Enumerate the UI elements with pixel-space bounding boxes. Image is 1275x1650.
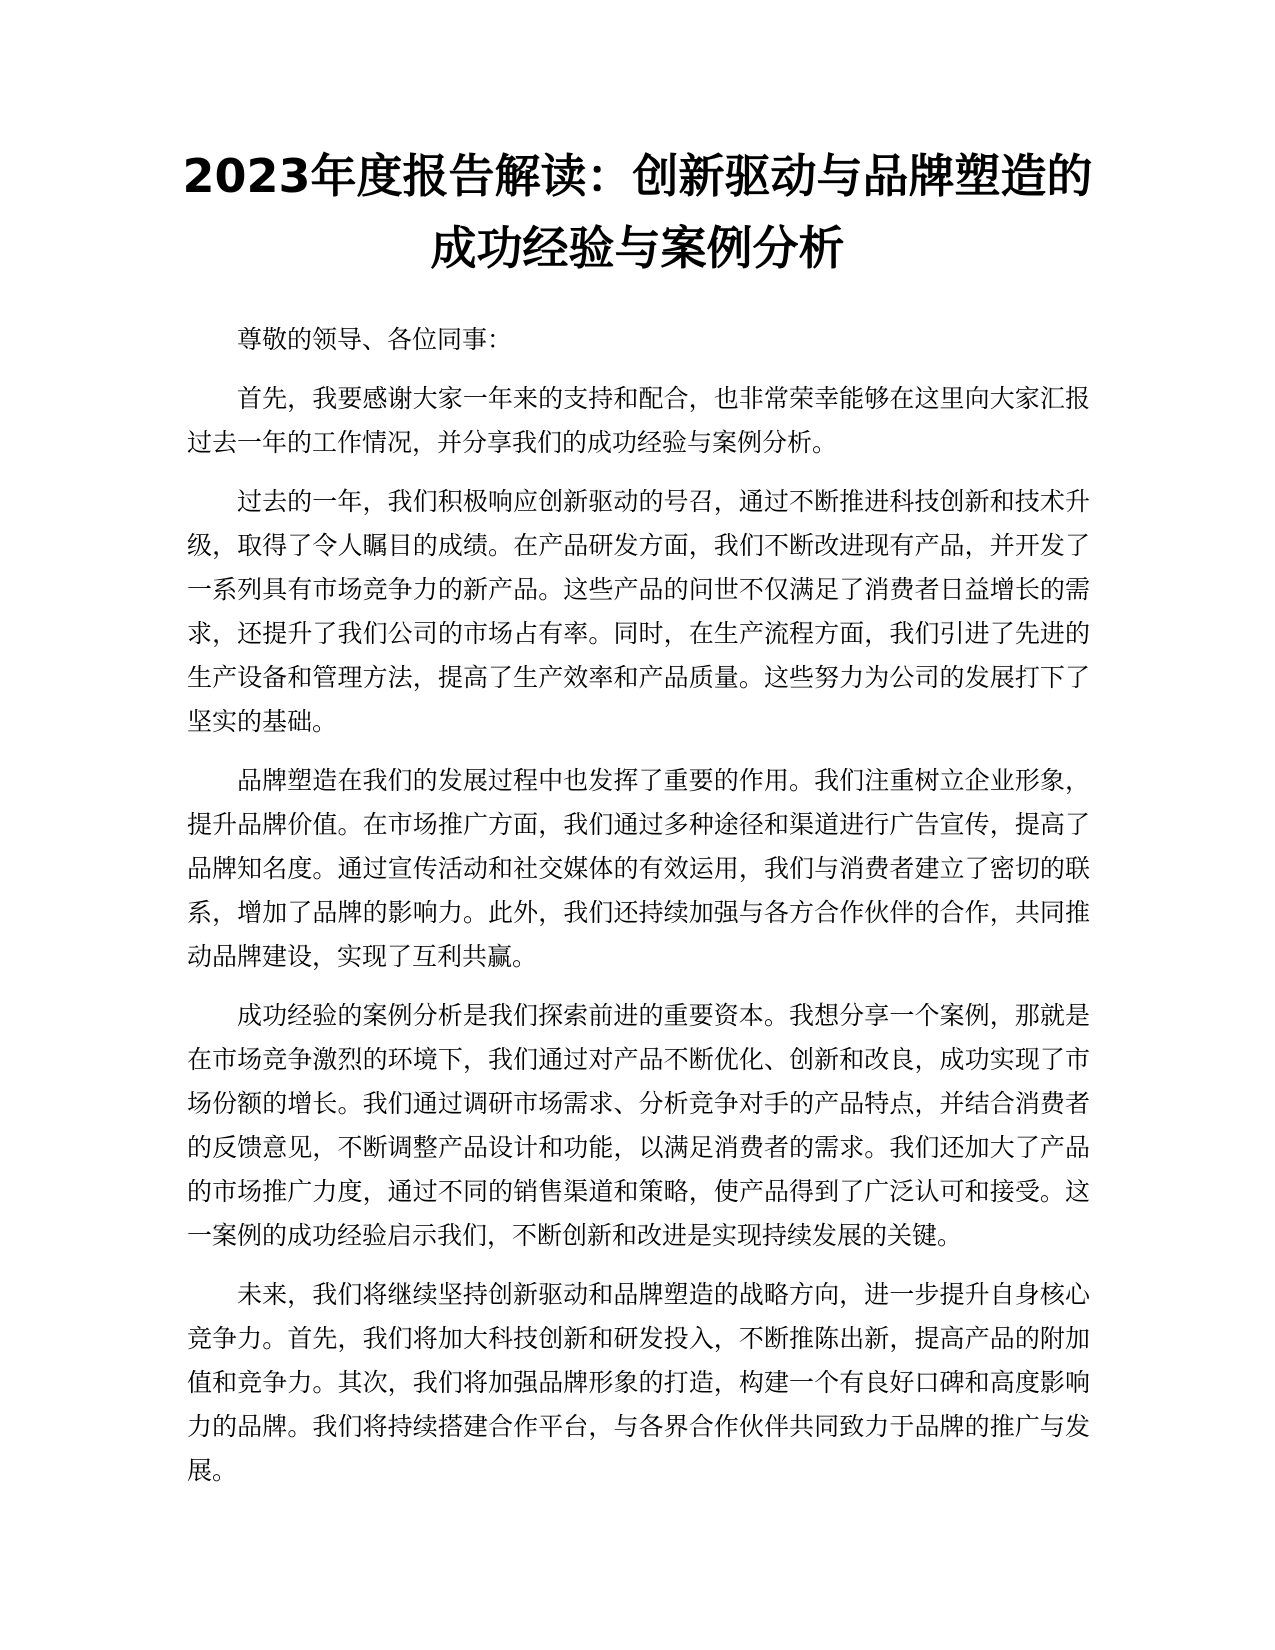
paragraph-future: 未来，我们将继续坚持创新驱动和品牌塑造的战略方向，进一步提升自身核心竞争力。首先，我们将加大科技创新和研发投入，不断推陈出新，提高产品的附加值和竞争力。其次，我们将加强品牌形象的打造，构建一个有良好口碑和高度影响力的品牌。我们将持续搭建合作平台，与各界合作伙伴共同致力于品牌的推广与发展。 — [187, 1280, 1090, 1485]
document-body — [187, 318, 1090, 1508]
paragraph-branding: 品牌塑造在我们的发展过程中也发挥了重要的作用。我们注重树立企业形象，提升品牌价值。在市场推广方面，我们通过多种途径和渠道进行广告宣传，提高了品牌知名度。通过宣传活动和社交媒体的有效运用，我们与消费者建立了密切的联系，增加了品牌的影响力。此外，我们还持续加强与各方合作伙伴的合作，共同推动品牌建设，实现了互利共赢。 — [187, 766, 1090, 971]
document-title — [130, 140, 1145, 284]
paragraph-innovation: 过去的一年，我们积极响应创新驱动的号召，通过不断推进科技创新和技术升级，取得了令人瞩目的成绩。在产品研发方面，我们不断改进现有产品，并开发了一系列具有市场竞争力的新产品。这些产品的问世不仅满足了消费者日益增长的需求，还提升了我们公司的市场占有率。同时，在生产流程方面，我们引进了先进的生产设备和管理方法，提高了生产效率和产品质量。这些努力为公司的发展打下了坚实的基础。 — [187, 487, 1090, 736]
title-line-1: 2023年度报告解读：创新驱动与品牌塑造的 — [182, 149, 1093, 203]
paragraph-intro: 首先，我要感谢大家一年来的支持和配合，也非常荣幸能够在这里向大家汇报过去一年的工作情况，并分享我们的成功经验与案例分析。 — [187, 384, 1090, 457]
salutation: 尊敬的领导、各位同事： — [237, 325, 513, 354]
title-line-2: 成功经验与案例分析 — [430, 221, 845, 275]
paragraph-case-study: 成功经验的案例分析是我们探索前进的重要资本。我想分享一个案例，那就是在市场竞争激烈的环境下，我们通过对产品不断优化、创新和改良，成功实现了市场份额的增长。我们通过调研市场需求、分析竞争对手的产品特点，并结合消费者的反馈意见，不断调整产品设计和功能，以满足消费者的需求。我们还加大了产品的市场推广力度，通过不同的销售渠道和策略，使产品得到了广泛认可和接受。这一案例的成功经验启示我们，不断创新和改进是实现持续发展的关键。 — [187, 1001, 1090, 1250]
